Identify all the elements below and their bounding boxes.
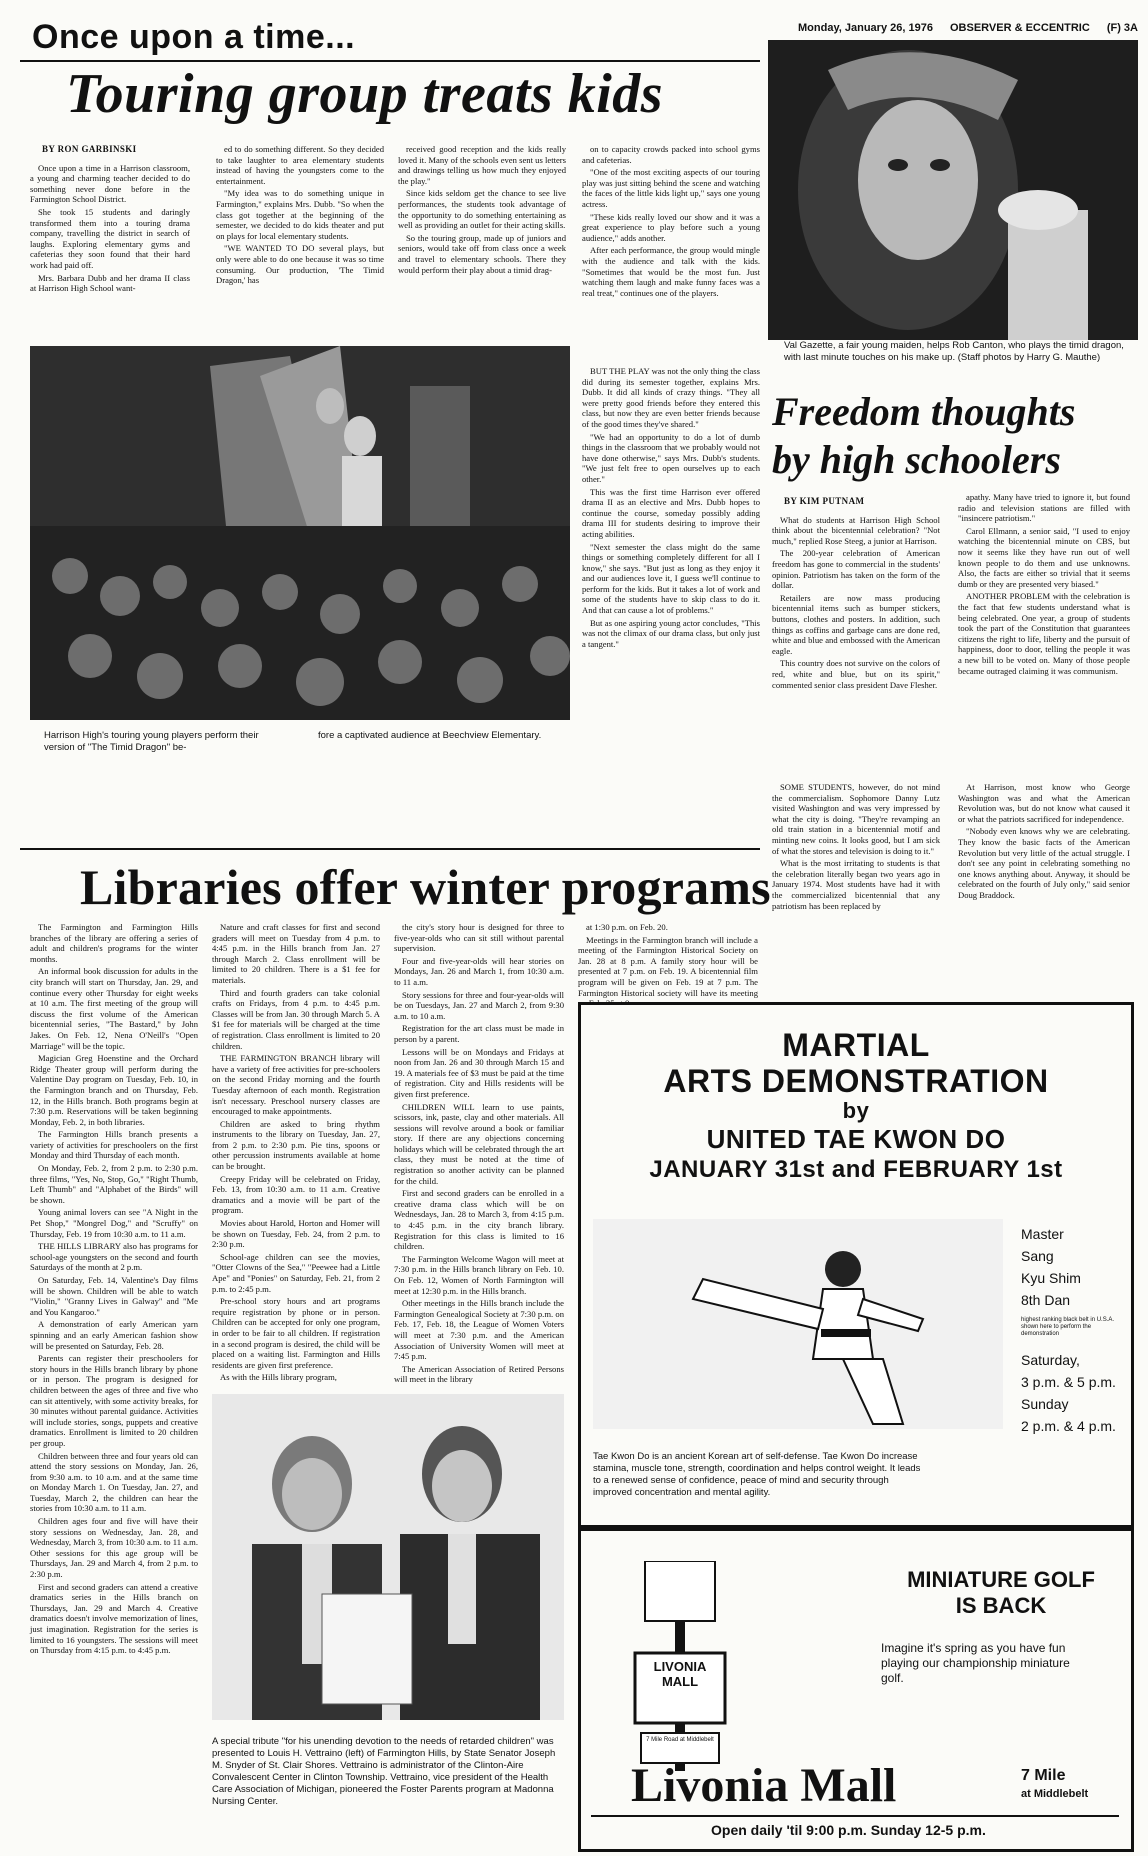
touring-col-4 [582,144,760,300]
paragraph: Movies about Harold, Horton and Homer will be shown on Tuesday, Feb. 24, from 2 p.m. to 2:30 p.m. [212,1218,380,1250]
paragraph: The Farmington and Farmington Hills branches of the library are offering a series of adult and children's programs for the winter months. [30,922,198,964]
paragraph: BUT THE PLAY was not the only thing the class did during its semester together, explains Mrs. Dubb. It did all kinds of crazy things. "They all were pretty good friends before they entered this class, but now they are even better friends because of the good times they've shared." [582,366,760,429]
martial-arts-ad [578,1002,1134,1528]
ad-master-line: 8th Dan [1021,1292,1071,1308]
tribute-photo [212,1394,564,1720]
freedom-col-2 [958,492,1130,678]
paragraph: This was the first time Harrison ever offered drama II as an elective and Mrs. Dubb hopes to continue the course, someday possibly adding drama III for students desiring to improve their acting abilities. [582,486,760,539]
ad-master-line: Kyu Shim [1021,1270,1081,1286]
paragraph: Creepy Friday will be celebrated on Friday, Feb. 13, from 10:30 a.m. to 11 a.m. Creative dramatics and a movie will be part of the program. [212,1173,380,1216]
tribute-caption: A special tribute "for his unending devotion to the needs of retarded children" was presented to Louis H. Vettraino (left) of Farmington Hills, by State Senator Joseph M. Snyder of St. Clair Shores. Vettraino is administrator of the Clinton-Aire Convalescent Center in Clinton Township. Vettraino, vice president of the Health Care Association of Michigan, pioneered the Foster Parents program at Madonna Nursing Center. [212,1736,556,1807]
touring-col-2 [216,144,384,288]
touring-byline: BY RON GARBINSKI [42,144,137,154]
freedom-col-2b [958,782,1130,903]
mall-sign-small: 7 Mile Road at Middlebelt [646,1737,714,1743]
mall-location-1: 7 Mile [1021,1767,1066,1784]
mall-sign-text-2: MALL [661,1674,699,1689]
paragraph: ed to do something different. So they decided to take laughter to area elementary students instead of having the youngsters come to the entertainment. [216,144,384,186]
ad-title-by: by [842,1098,870,1123]
paragraph: Registration for the art class must be made in person by a parent. [394,1023,564,1044]
freedom-col-1b [772,782,940,913]
libraries-col-3 [394,922,564,1387]
libraries-headline: Libraries offer winter programs [80,859,771,915]
libraries-col-2 [212,922,380,1385]
kick-illustration [593,1219,1003,1429]
paragraph: Since kids seldom get the chance to see live performances, the students took advantage of the opportunity to do something entertaining as well as providing an outlet for their acting skills. [398,188,566,231]
paragraph: Lessons will be on Mondays and Fridays at noon from Jan. 26 and 30 through March 15 and 19. A materials fee of $3 must be paid at the time of registration. City and Hills residents will be given first preference. [394,1046,564,1099]
paragraph: After each performance, the group would mingle with the audience and talk with the kids. "Sometimes that would be the most fun. Just watching them laugh and make funny faces was a real treat," continues one of the players. [582,245,760,298]
freedom-headline-line-1: Freedom thoughts [772,389,1076,434]
ad-title-line-2: ARTS DEMONSTRATION [663,1063,1049,1099]
paragraph: The Farmington Hills branch presents a variety of activities for preschoolers on the first Monday and third Thursday of each month. [30,1129,198,1161]
folio-paper: OBSERVER & ECCENTRIC [950,22,1090,34]
libraries-rule [20,848,760,850]
mall-location [1021,1767,1125,1803]
paragraph: Young animal lovers can see "A Night in the Pet Shop," "Mongrel Dog," and "Scruffy" on Thursday, Feb. 19 from 10:30 a.m. to 11 a.m. [30,1207,198,1239]
paragraph: "Next semester the class might do the same things or something completely different for all I know," she says. "But just as long as they enjoy it and our audiences love it, I guess we'll continue to perform for the kids. But it takes a lot of work and some of the students have to skip class to do it. And that can cause a lot of problems." [582,541,760,616]
paragraph: The 200-year celebration of American freedom has gone to commercial in the students' opinion. Patriotism has taken on the form of the dollar. [772,548,940,591]
paragraph: First and second graders can attend a creative dramatics series in the Hills branch on Thursdays, Jan. 29 and March 4. Creative dramatics doesn't involve memorization of lines, just imagination. Registration for the series is limited to 16 youngsters. The sessions will meet on Thursday from 4:15 p.m. to 4:45 p.m. [30,1581,198,1656]
paragraph: at 1:30 p.m. on Feb. 20. [586,922,668,932]
paragraph: the city's story hour is designed for three to five-year-olds who can sit still without parental supervision. [394,922,564,954]
paragraph: Four and five-year-olds will hear stories on Mondays, Jan. 26 and March 1, from 10:30 a.m. to 11 a.m. [394,955,564,987]
touring-col-3 [398,144,566,277]
freedom-headline [772,388,1075,484]
portrait-illustration [768,40,1138,340]
paragraph: Pre-school story hours and art programs require registration by phone or in person. Children can be accepted for only one program, in order to be fair to all children. If registration in a second program is desired, the child will be placed on a waiting list. Farmington and Hills residents are given first preference. [212,1296,380,1370]
paragraph: Children are asked to bring rhythm instruments to the library on Tuesday, Jan. 27, from 2 p.m. to 2:30 p.m. Pie tins, spoons or other percussion instruments available at home can be brought. [212,1118,380,1172]
folio-date: Monday, January 26, 1976 [798,22,933,34]
tribute-illustration [212,1394,564,1720]
folio-page: (F) 3A [1106,22,1138,34]
portrait-caption: Val Gazette, a fair young maiden, helps Rob Canton, who plays the timid dragon, with last minute touches on his make up. (Staff photos by Harry G. Mauthe) [784,340,1124,363]
portrait-photo [768,40,1138,340]
paragraph: Once upon a time in a Harrison classroom, a young and charming teacher decided to do something never done before in the Farmington School District. [30,162,190,205]
libraries-col-1 [30,922,198,1658]
paragraph: The Farmington Welcome Wagon will meet at 7:30 p.m. in the Hills branch library on Feb. 10. On Feb. 12, Women of North Farmington will meet at 12:30 p.m. in the Hills branch. [394,1253,564,1296]
paragraph: She took 15 students and daringly transformed them into a touring drama company, travelling the district in search of laughs. Exploring elementary gyms and cafeterias they soon found that their hard work had paid off. [30,206,190,270]
paragraph: THE HILLS LIBRARY also has programs for school-age youngsters on the second and fourth Saturdays of the month at 2 p.m. [30,1241,198,1273]
stage-photo-caption-b: fore a captivated audience at Beechview Elementary. [318,730,542,741]
paragraph: Carol Ellmann, a senior said, "I used to enjoy watching the bicentennial minute on CBS, but now it seems like they have run out of well known people to do them and use unknowns. Also, the facts are either so trivial that it seems dumb or they are presented very biased." [958,525,1130,589]
mall-rule [591,1815,1119,1817]
ad-master [1021,1223,1125,1311]
paragraph: Children ages four and five will have their story sessions on Wednesday, Jan. 28, and Wednesday, March 3, from 10:30 a.m. to 11 a.m. Other sessions for this age group will be Thursdays, Jan. 29 and March 4, from 2 p.m. to 2:30 p.m. [30,1516,198,1580]
ad-schedule-line: 3 p.m. & 5 p.m. [1021,1374,1116,1390]
paragraph: "We had an opportunity to do a lot of dumb things in the classroom that we probably would not have done otherwise," says Mrs. Dubb's students. "We just felt free to open ourselves up to each other." [582,431,760,484]
paragraph: As with the Hills library program, [220,1372,337,1383]
golf-title [881,1567,1121,1619]
mall-location-2: at Middlebelt [1021,1788,1089,1800]
stage-photo [30,346,570,720]
paragraph: An informal book discussion for adults in the city branch will start on Thursday, Jan. 29, and continue every other Thursday for eight weeks at 10 a.m. The first meeting of the group will discuss the first volume of the American bicentennial series, "The Bastard," by John Jakes. On Feb. 12, Nena O'Neill's "Open Marriage" will be the topic. [30,966,198,1051]
paragraph: apathy. Many have tried to ignore it, but found radio and television stations are filled with "insincere patriotism." [958,492,1130,524]
libraries-col-4 [578,922,758,1011]
stage-photo-illustration [30,346,570,720]
golf-text: Imagine it's spring as you have fun playing our championship miniature golf. [881,1641,1070,1685]
paragraph: "One of the most exciting aspects of our touring play was just sitting behind the scene and watching the faces of the little kids light up," says one young actress. [582,167,760,209]
paragraph: This country does not survive on the colors of red, white and blue, but on its spirit," commented senior class president Dave Flesher. [772,658,940,690]
paragraph: "My idea was to do something unique in Farmington," explains Mrs. Dubb. "So when the class got together at the beginning of the semester, we decided to do kids theater and put on plays for local elementary students. [216,188,384,241]
paragraph: At Harrison, most know who George Washington was and what the American Revolution was, but do not know what caused it or what the patriots sacrificed for independence. [958,782,1130,824]
paragraph: received good reception and the kids really loved it. Many of the schools even sent us letters and drawings telling us how much they enjoyed the play." [398,144,566,186]
ad-description: Tae Kwon Do is an ancient Korean art of self-defense. Tae Kwon Do increase stamina, muscle tone, strength, coordination and helps control weight. It leads to a renewed sense of confidence, peace of mind and security through improved concentration and mental agility. [593,1451,921,1498]
mall-sign-label [639,1659,721,1689]
ad-schedule-line: Sunday [1021,1396,1069,1412]
section-kicker: Once upon a time... [32,18,356,56]
ad-fine-print: highest ranking black belt in U.S.A. shown here to perform the demonstration [1021,1317,1115,1337]
paragraph: So the touring group, made up of juniors and seniors, would take off from class once a week and travel to elementary schools. There they would perform their play about a timid drag- [398,232,566,275]
paragraph: Nature and craft classes for first and second graders will meet on Tuesday from 4 p.m. to 4:45 p.m. in the Hills branch from Jan. 27 through March 2. Class enrollment will be limited to 20 children. There is a $1 fee for materials. [212,922,380,985]
ad-schedule [1021,1349,1125,1437]
freedom-col-1 [772,492,940,692]
ad-schedule-line: Saturday, [1021,1352,1080,1368]
paragraph: ANOTHER PROBLEM with the celebration is the fact that few students understand what is being celebrated. One year, a group of students took the part of the Constitution that guarantees citizens the right to life, liberty and the pursuit of happiness, door to door, telling the people it was a new bill to be voted on. Many of those people became outraged claiming it was communism. [958,591,1130,676]
paragraph: School-age children can see the movies, "Otter Clowns of the Sea," "Peewee had a Little Ape" and "Ponies" on Saturday, Feb. 21, from 2 p.m. to 2:45 p.m. [212,1251,380,1294]
paragraph: On Monday, Feb. 2, from 2 p.m. to 2:30 p.m. three films, "Yes, No, Stop, Go," "Right Thumb, Left Thumb" and "Alphabet of the Birds" will be shown. [30,1163,198,1205]
stage-photo-caption-a: Harrison High's touring young players perform their version of "The Timid Dragon" be- [44,730,259,753]
paragraph: Children between three and four years old can attend the story sessions on Monday, Jan. 26, from 9:30 a.m. to 10 a.m. and at the same time on Monday March 1. On Tuesday, Jan. 27, and Tuesday, March 2, the children can hear the stories from 10:30 a.m. to 11 a.m. [30,1450,198,1514]
ad-master-line: Sang [1021,1248,1054,1264]
paragraph: "WE WANTED TO DO several plays, but only were able to do one because it was so time consuming. Our production, 'The Timid Dragon,' has [216,243,384,286]
ad-schedule-line: 2 p.m. & 4 p.m. [1021,1418,1116,1434]
ad-title-line-5: JANUARY 31st and FEBRUARY 1st [649,1156,1063,1183]
page-folio [784,22,1138,34]
paragraph: Other meetings in the Hills branch include the Farmington Genealogical Society at 7:30 p.m. on Feb. 17, Feb. 18, the League of Women Voters will meet at 7:30 p.m. and the American Association of University Women will meet at 7:45 p.m. [394,1298,564,1362]
kick-photo [593,1219,1003,1429]
paragraph: Meetings in the Farmington branch will include a meeting of the Farmington Historical Society on Jan. 28 at 8 p.m. A family story hour will be presented at 7 p.m. on Feb. 19. A bicentennial film program will be given on Feb. 19 at 7 p.m. The Farmington Historical society will have its meeting [578,934,758,998]
paragraph: The American Association of Retired Persons will meet in the library [394,1363,564,1385]
paragraph: "These kids really loved our show and it was a great experience to play before such a young audience," adds another. [582,211,760,243]
ad-title-line-1: MARTIAL [782,1027,930,1063]
paragraph: Magician Greg Hoenstine and the Orchard Ridge Theater group will perform during the Valentine Day program on Tuesday, Feb. 10, in the Farmington branch and on Thursday, Feb. 12, in the Hills branch. Both programs begin at 7:30 p.m. Reservations will be taken beginning Monday, Feb. 2, in both libraries. [30,1053,198,1127]
paragraph: on to capacity crowds packed into school gyms and cafeterias. [582,144,760,165]
paragraph: SOME STUDENTS, however, do not mind the commercialism. Sophomore Danny Lutz visited Washington and was very impressed by what the city is doing. "They're revamping an old train station in a bicentennial motif and minting new coins. It looks good, but I am sick of what the stores and television is doing to it." [772,782,940,856]
paragraph: On Saturday, Feb. 14, Valentine's Day films will be shown. Children will be able to watch "Violin," "Granny Lives in Galway" and "Me and You Kangaroo." [30,1275,198,1317]
ad-title-line-4: UNITED TAE KWON DO [706,1124,1006,1154]
paragraph: What do students at Harrison High School think about the bicentennial celebration? "Not much," replied Rose Steeg, a junior at Harrison. [772,514,940,546]
mall-sign-text-1: LIVONIA [653,1659,707,1674]
paragraph: "Nobody even knows why we are celebrating. They know the basic facts of the American Revolution but very little of the actual struggle. I don't see any point in celebrating something no one knows anything about. Anyway, it should be celebrated on the fourth of July only," said senior Doug Braddock. [958,826,1130,900]
paragraph: Parents can register their preschoolers for story hours in the Hills branch library by phone or in person. The program is designed for children between the ages of three and five who can sit attentively, with some activity breaks, for 30 minutes without parental guidance. Activities will include stories, songs, puppets and creative dramatics. Enrollment is limited to 20 children per group. [30,1353,198,1448]
paragraph: Retailers are now mass producing bicentennial items such as bumper stickers, buttons, clothes and posters. In addition, such things as coffins and garbage cans are done red, white and blue and embossed with the American eagle. [772,592,940,656]
touring-headline: Touring group treats kids [66,63,664,125]
paragraph: But as one aspiring young actor concludes, "This was not the climax of our drama class, but only just a tangent." [582,617,760,649]
paragraph: First and second graders can be enrolled in a creative drama class which will be on Wednesdays, Jan. 28 to March 3, from 4:15 p.m. to 4:45 p.m. in the city branch library. Registration for this class is limited to 16 children. [394,1188,564,1252]
paragraph: Mrs. Barbara Dubb and her drama II class at Harrison High School want- [30,272,190,294]
touring-col-5 [582,366,760,651]
ad-master-line: Master [1021,1226,1064,1242]
paragraph: THE FARMINGTON BRANCH library will have a variety of free activities for pre-schoolers on the second Friday morning and the fourth Tuesday afternoon of each month. Registration isn't necessary. Preschool nursery classes are encouraged to make appointments. [212,1053,380,1117]
freedom-byline: BY KIM PUTNAM [784,496,865,506]
paragraph: CHILDREN WILL learn to use paints, scissors, ink, paste, clay and other materials. All sessions will revolve around a book or familiar story. If there are any objections concerning holidays which will be celebrated through the art class, they must be noted at the time of registration so another activity can be planned for the child. [394,1101,564,1186]
paragraph: Story sessions for three and four-year-olds will be on Tuesdays, Jan. 27 and March 2, from 9:30 a.m. to 10 a.m. [394,989,564,1021]
golf-title-line-1: MINIATURE GOLF [907,1567,1095,1592]
touring-col-1 [30,140,190,296]
golf-title-line-2: IS BACK [955,1593,1047,1618]
freedom-headline-line-2: by high schoolers [772,437,1061,482]
livonia-mall-ad [578,1528,1134,1852]
paragraph: Third and fourth graders can take colonial crafts on Fridays, from 4 p.m. to 4:45 p.m. Classes will be from Jan. 30 through March 5. A $1 fee for materials will be charged at the time of registration. Class enrollment is limited to 20 children. [212,987,380,1051]
paragraph: What is the most irritating to students is that the celebration literally began two years ago in January 1974. Most students have had it with the commercialized bicentennial that any patriotism has been replaced by [772,858,940,911]
mall-hours: Open daily 'til 9:00 p.m. Sunday 12-5 p.m. [711,1822,986,1838]
paragraph: A demonstration of early American yarn spinning and an early American fashion show will be presented on Saturday, Feb. 28. [30,1319,198,1351]
mall-name: Livonia Mall [631,1759,897,1812]
